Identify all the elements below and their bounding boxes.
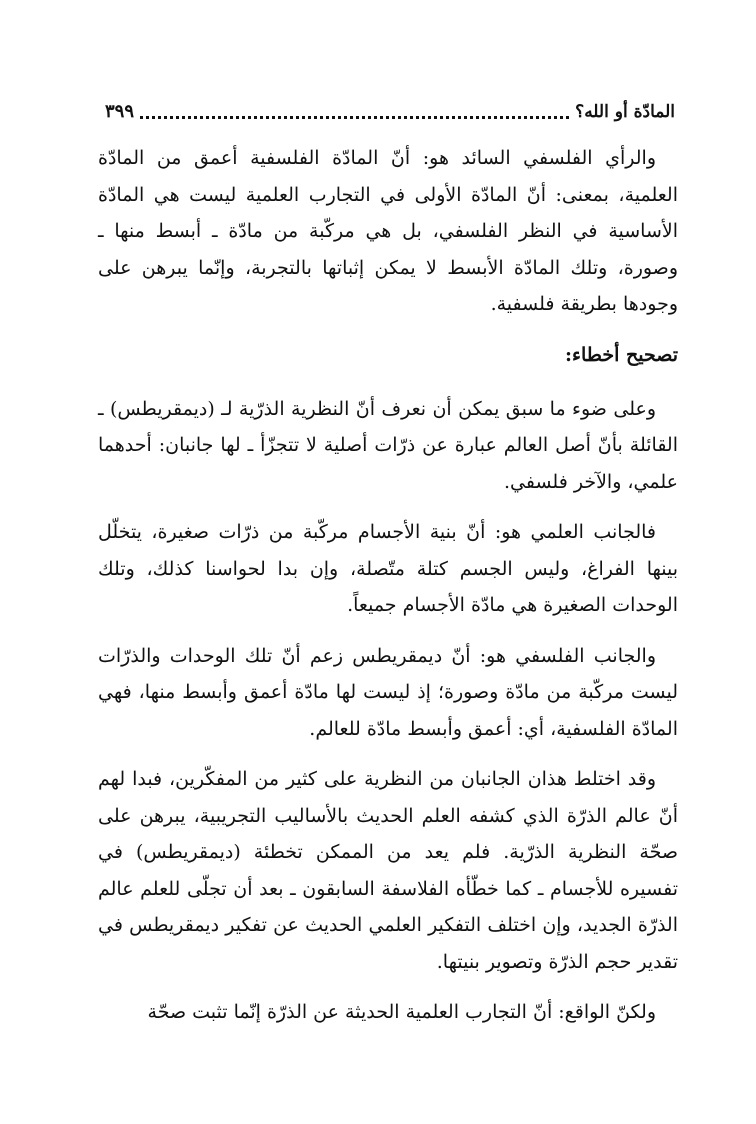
- page-number: ٣٩٩: [105, 101, 135, 122]
- paragraph-3: فالجانب العلمي هو: أنّ بنية الأجسام مركّبة من ذرّات صغيرة، يتخلّل بينها الفراغ، وليس الجسم كتلة متّصلة، وإن بدا لحواسنا كذلك، وتلك الوحدات الصغيرة هي مادّة الأجسام جميعاً.: [98, 521, 678, 616]
- paragraph-6: ولكنّ الواقع: أنّ التجارب العلمية الحديثة عن الذرّة إنّما تثبت صحّة: [147, 1001, 656, 1023]
- paragraph-1: والرأي الفلسفي السائد هو: أنّ المادّة الفلسفية أعمق من المادّة العلمية، بمعنى: أنّ المادّة الأولى في التجارب العلمية ليست هي المادّة الأساسية في النظر الفلسفي، بل هي مركّبة من مادّة ـ أبسط منها ـ وصورة، وتلك المادّة الأبسط لا يمكن إثباتها بالتجربة، وإنّما يبرهن على وجودها بطريقة فلسفية.: [98, 147, 678, 315]
- header-dot-leader: [140, 116, 569, 119]
- page-header: [105, 88, 675, 124]
- paragraph-4: والجانب الفلسفي هو: أنّ ديمقريطس زعم أنّ تلك الوحدات والذرّات ليست مركّبة من مادّة وصورة؛ إذ ليست لها مادّة أعمق وأبسط منها، فهي المادّة الفلسفية، أي: أعمق وأبسط مادّة للعالم.: [98, 644, 678, 740]
- running-title: المادّة أو الله؟: [575, 102, 675, 122]
- paragraph-2: وعلى ضوء ما سبق يمكن أن نعرف أنّ النظرية الذرّية لـ (ديمقريطس) ـ القائلة بأنّ أصل العالم عبارة عن ذرّات أصلية لا تتجزّأ ـ لها جانبان: أحدهما علمي، والآخر فلسفي.: [98, 397, 678, 493]
- paragraph-5: وقد اختلط هذان الجانبان من النظرية على كثير من المفكّرين، فبدا لهم أنّ عالم الذرّة الذي كشفه العلم الحديث بالأساليب التجريبية، يبرهن على صحّة النظرية الذرّية. فلم يعد من الممكن تخطئة (ديمقريطس) في تفسيره للأجسام ـ كما خطّأه الفلاسفة السابقون ـ بعد أن تجلّى للعلم عالم الذرّة الجديد، وإن اختلف التفكير العلمي الحديث عن تفكير ديمقريطس في تقدير حجم الذرّة وتصوير بنيتها.: [98, 768, 678, 973]
- page-body: [98, 140, 678, 1045]
- section-heading: تصحيح أخطاء:: [565, 343, 678, 366]
